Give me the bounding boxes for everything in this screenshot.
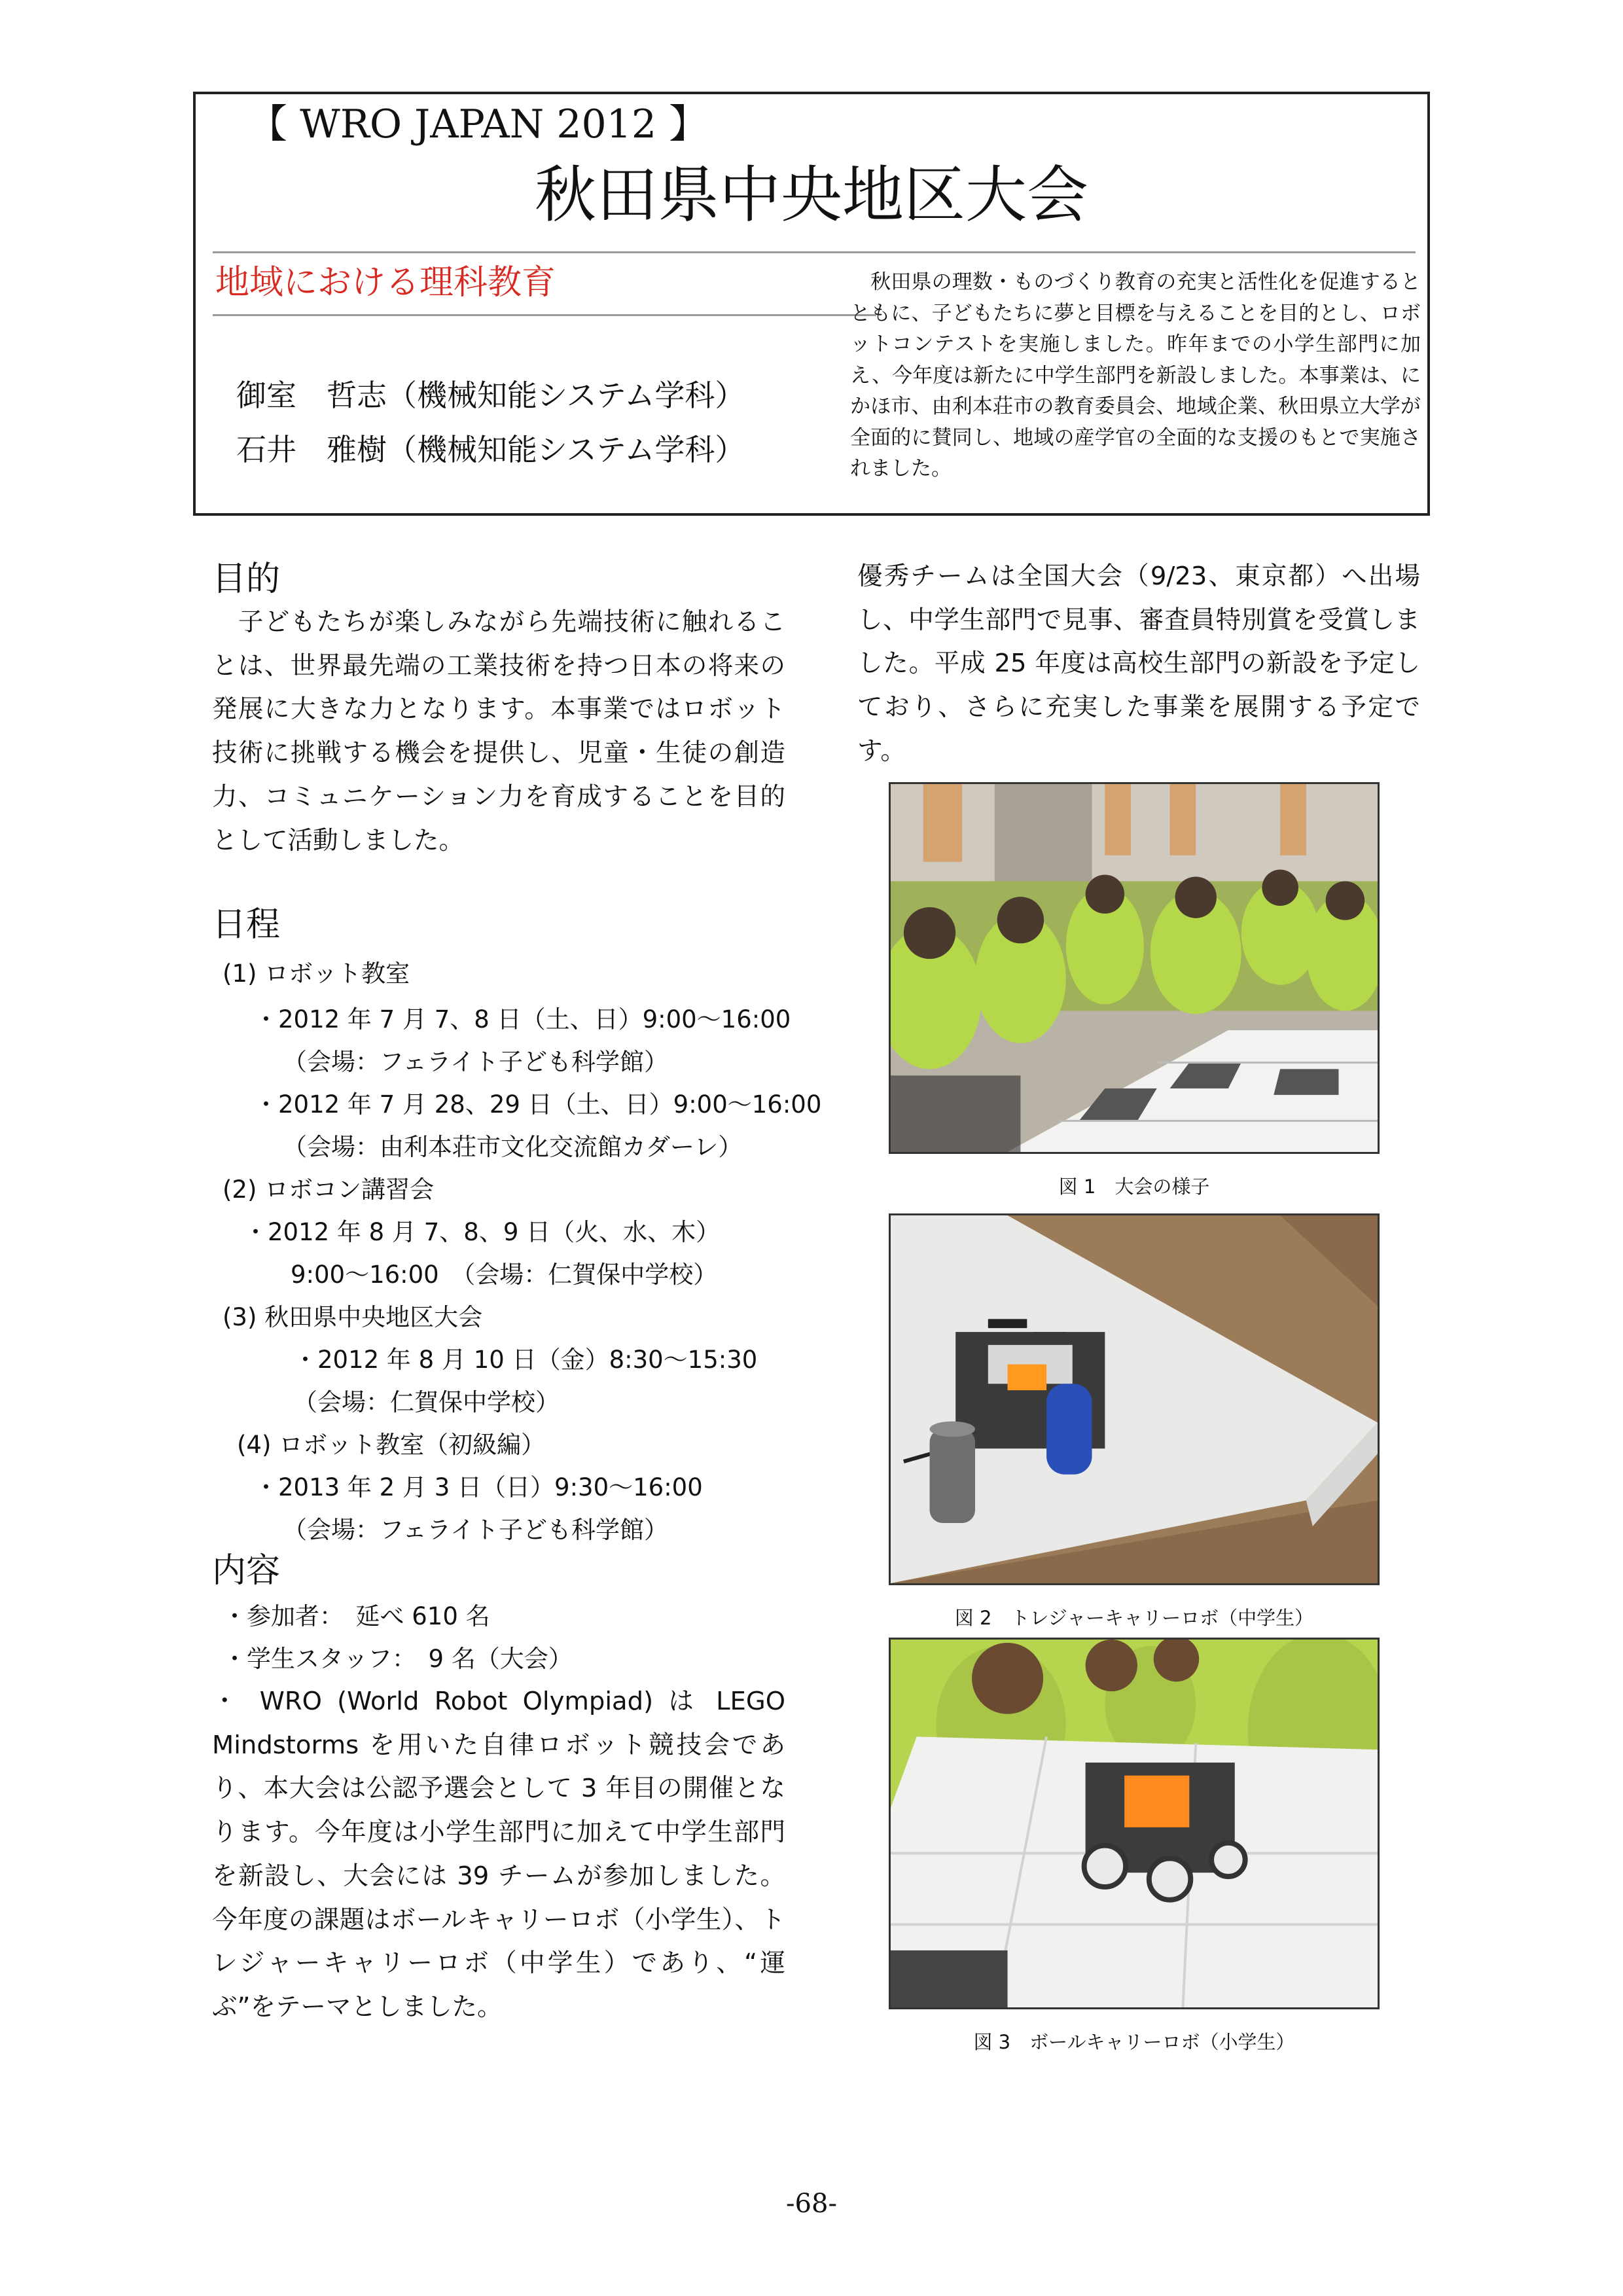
schedule-item-4: (4) ロボット教室（初級編） <box>237 1431 546 1459</box>
schedule-line: ・2012 年 7 月 28、29 日（土、日）9:00〜16:00 <box>254 1090 822 1119</box>
content-paragraph: ・ WRO (World Robot Olympiad) は LEGO Mindstorms を用いた自律ロボット競技会であり、本大会は公認予選会として 3 年目の開催となります。今年度は小学生部門に加えて中学生部門を新設し、大会には 39 チームが参加しました。今年度の課題はボールキャリーロボ（小学生）、トレジャーキャリーロボ（中学生）であり、“運ぶ”をテーマとしました。 <box>212 1687 785 2022</box>
treasure-carry-robot-image <box>891 1215 1378 1583</box>
figure-3-photo <box>889 1638 1380 2009</box>
page-title: 秋田県中央地区大会 <box>534 160 1088 231</box>
page-number: -68- <box>786 2189 837 2219</box>
event-tag: 【 WRO JAPAN 2012 】 <box>248 101 709 147</box>
purpose-heading: 目的 <box>212 560 281 599</box>
subtitle-divider <box>213 314 876 316</box>
figure-1-photo <box>889 782 1380 1154</box>
schedule-venue: （会場：フェライト子ども科学館） <box>283 1048 669 1076</box>
participants-line: ・参加者： 延べ 610 名 <box>223 1602 490 1630</box>
figure-1-caption: 図 1 大会の様子 <box>1058 1175 1210 1198</box>
schedule-line: ・2012 年 8 月 10 日（金）8:30〜15:30 <box>293 1346 758 1374</box>
intro-paragraph: 秋田県の理数・ものづくり教育の充実と活性化を促進するとともに、子どもたちに夢と目標を与えることを目的とし、ロボットコンテストを実施しました。昨年までの小学生部門に加え、今年度は新たに中学生部門を新設しました。本事業は、にかほ市、由利本荘市の教育委員会、地域企業、秋田県立大学が全面的に賛同し、地域の産学官の全面的な支援のもとで実施されました。 <box>850 270 1421 480</box>
schedule-heading: 日程 <box>212 905 281 944</box>
header-box <box>193 92 1430 516</box>
schedule-venue: （会場：由利本荘市文化交流館カダーレ） <box>283 1133 743 1161</box>
figure-2-photo <box>889 1213 1380 1585</box>
subtitle: 地域における理科教育 <box>215 263 556 302</box>
figure-3-caption: 図 3 ボールキャリーロボ（小学生） <box>973 2031 1295 2053</box>
schedule-line: 9:00〜16:00 （会場：仁賀保中学校） <box>291 1261 718 1289</box>
schedule-line: ・2012 年 8 月 7、8、9 日（火、水、木） <box>243 1218 721 1246</box>
author-2: 石井 雅樹（機械知能システム学科） <box>236 432 745 467</box>
schedule-item-2: (2) ロボコン講習会 <box>223 1175 435 1204</box>
schedule-item-3: (3) 秋田県中央地区大会 <box>223 1303 483 1331</box>
author-1: 御室 哲志（機械知能システム学科） <box>236 378 745 413</box>
competition-scene-image <box>891 784 1378 1152</box>
schedule-venue: （会場：フェライト子ども科学館） <box>283 1516 669 1544</box>
staff-line: ・学生スタッフ： 9 名（大会） <box>223 1645 573 1673</box>
figure-2-caption: 図 2 トレジャーキャリーロボ（中学生） <box>954 1607 1314 1629</box>
content-heading: 内容 <box>212 1551 281 1590</box>
purpose-paragraph: 子どもたちが楽しみながら先端技術に触れることは、世界最先端の工業技術を持つ日本の将来の発展に大きな力となります。本事業ではロボット技術に挑戦する機会を提供し、児童・生徒の創造力、コミュニケーション力を育成することを目的として活動しました。 <box>212 607 785 855</box>
schedule-item-1: (1) ロボット教室 <box>223 960 410 988</box>
title-divider <box>213 251 1416 253</box>
ball-carry-robot-image <box>891 1640 1378 2007</box>
schedule-line: ・2013 年 2 月 3 日（日）9:30〜16:00 <box>254 1473 703 1501</box>
results-paragraph: 優秀チームは全国大会（9/23、東京都）へ出場し、中学生部門で見事、審査員特別賞を受賞しました。平成 25 年度は高校生部門の新設を予定しており、さらに充実した事業を展開する予定です。 <box>857 562 1420 766</box>
schedule-line: ・2012 年 7 月 7、8 日（土、日）9:00〜16:00 <box>254 1005 791 1033</box>
schedule-venue: （会場：仁賀保中学校） <box>293 1388 560 1416</box>
